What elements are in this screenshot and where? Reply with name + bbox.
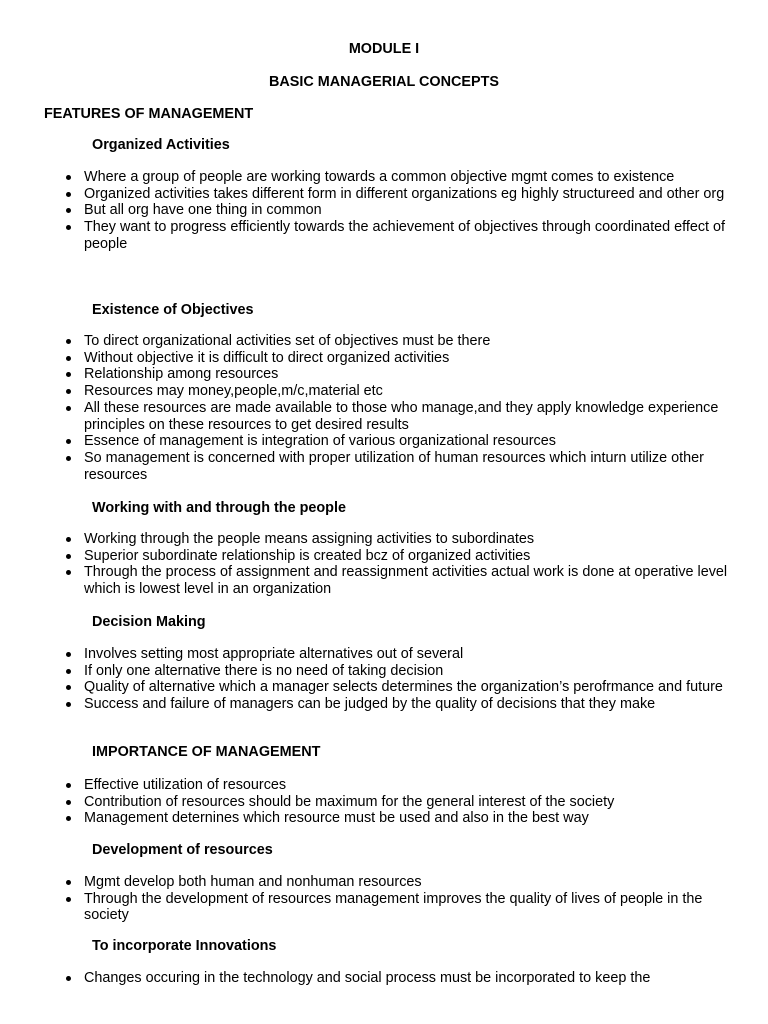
list-item: Relationship among resources [0,366,768,383]
list-item: All these resources are made available to those who manage,and they apply knowledge experience principles on these resources to get desired results [0,400,768,433]
list-incorporate-innovations [0,970,768,987]
list-item: But all org have one thing in common [0,202,768,219]
list-item: Organized activities takes different form in different organizations eg highly structureed and other org [0,186,768,203]
list-development-of-resources [0,874,768,924]
list-item: Essence of management is integration of various organizational resources [0,433,768,450]
heading-organized-activities: Organized Activities [92,137,230,153]
section-heading-features: FEATURES OF MANAGEMENT [44,106,254,122]
list-item: Contribution of resources should be maximum for the general interest of the society [0,794,768,811]
list-item: To direct organizational activities set of objectives must be there [0,333,768,350]
list-item: Working through the people means assigning activities to subordinates [0,531,768,548]
list-item: Superior subordinate relationship is created bcz of organized activities [0,548,768,565]
list-importance [0,777,768,827]
list-item: Quality of alternative which a manager selects determines the organization’s perofrmance and future [0,679,768,696]
list-item: Where a group of people are working towards a common objective mgmt comes to existence [0,169,768,186]
list-item: If only one alternative there is no need of taking decision [0,663,768,680]
heading-working-with-people: Working with and through the people [92,500,346,516]
list-item: Through the process of assignment and reassignment activities actual work is done at operative level which is lowest level in an organization [0,564,768,597]
list-item: Effective utilization of resources [0,777,768,794]
list-item: Changes occuring in the technology and social process must be incorporated to keep the [0,970,768,987]
list-item: So management is concerned with proper utilization of human resources which inturn utilize other resources [0,450,768,483]
list-organized-activities [0,169,768,253]
heading-incorporate-innovations: To incorporate Innovations [92,938,277,954]
list-item: Success and failure of managers can be judged by the quality of decisions that they make [0,696,768,713]
list-item: Resources may money,people,m/c,material etc [0,383,768,400]
section-heading-importance: IMPORTANCE OF MANAGEMENT [92,744,321,760]
list-item: Mgmt develop both human and nonhuman resources [0,874,768,891]
list-item: Through the development of resources management improves the quality of lives of people in the society [0,891,768,924]
heading-development-of-resources: Development of resources [92,842,273,858]
heading-existence-of-objectives: Existence of Objectives [92,302,254,318]
list-working-with-people [0,531,768,598]
list-item: They want to progress efficiently towards the achievement of objectives through coordinated effect of people [0,219,768,252]
list-existence-of-objectives [0,333,768,483]
heading-decision-making: Decision Making [92,614,206,630]
list-item: Without objective it is difficult to direct organized activities [0,350,768,367]
list-item: Involves setting most appropriate alternatives out of several [0,646,768,663]
page-subtitle: BASIC MANAGERIAL CONCEPTS [269,74,499,90]
list-item: Management deternines which resource must be used and also in the best way [0,810,768,827]
list-decision-making [0,646,768,713]
module-title: MODULE I [348,41,420,57]
